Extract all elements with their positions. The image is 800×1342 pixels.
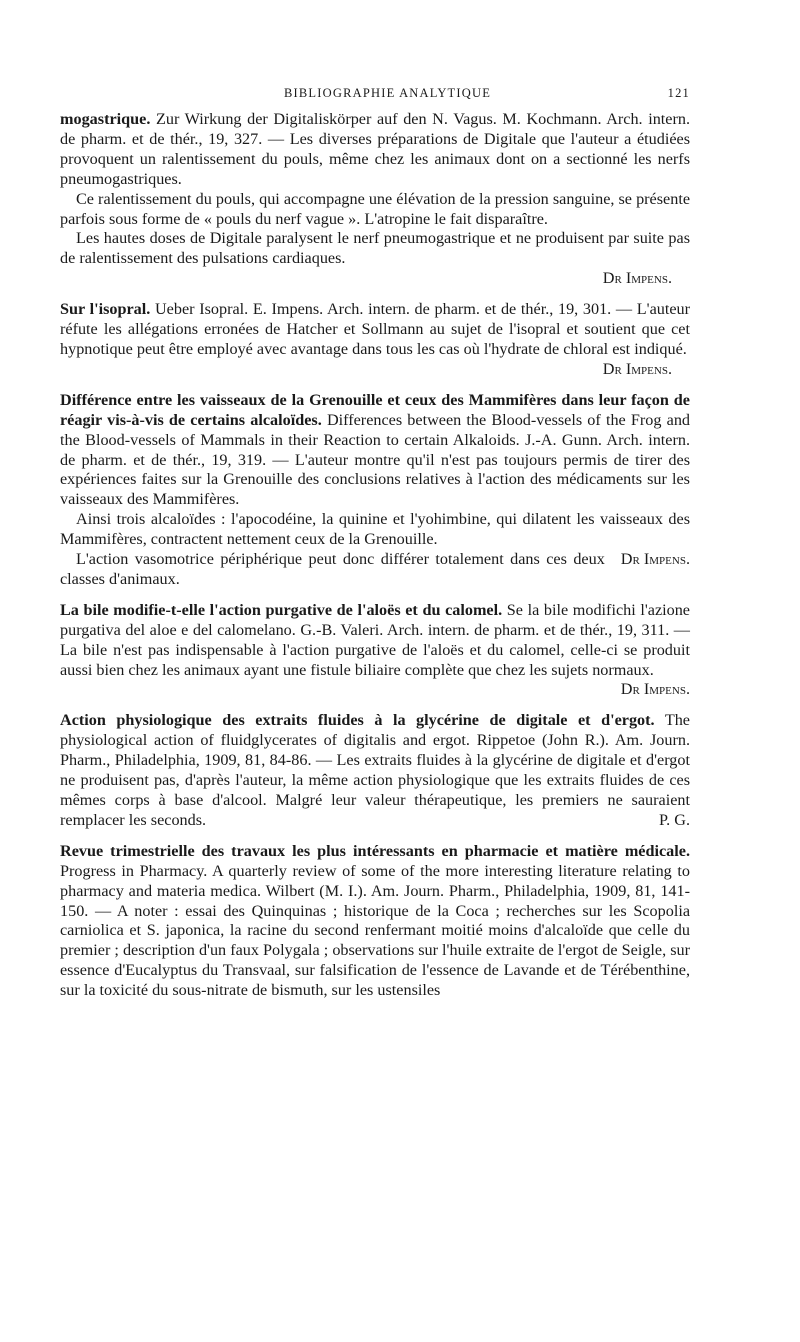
review-entry (60, 300, 690, 380)
review-entry (60, 601, 690, 701)
entry-title: Revue trimestrielle des travaux les plus intéressants en pharmacie et matière médicale. (60, 841, 690, 860)
review-entry (60, 842, 690, 1001)
entry-paragraph: Ce ralentissement du pouls, qui accompagne une élévation de la pression sanguine, se présente parfois sous forme de « pouls du nerf vague ». L'atropine le fait disparaître. (60, 189, 690, 228)
entry-paragraph: Ainsi trois alcaloïdes : l'apocodéine, la quinine et l'yohimbine, qui dilatent les vaisseaux des Mammifères, contractent nettement ceux de la Grenouille. (60, 510, 690, 549)
page-number: 121 (667, 86, 690, 100)
entry-paragraph: Les hautes doses de Digitale paralysent le nerf pneumogastrique et ne produisent par suite pas de ralentissement des pulsations cardiaques. (60, 229, 690, 268)
running-header (60, 86, 690, 110)
entry-title: Différence entre les vaisseaux de la Grenouille et ceux des Mammifères dans leur façon de réagir vis-à-vis de certains alcaloïdes. (60, 390, 690, 429)
entry-title: La bile modifie-t-elle l'action purgative de l'aloës et du calomel. (60, 600, 503, 619)
entry-paragraph: Ueber Isopral. E. Impens. Arch. intern. de pharm. et de thér., 19, 301. — L'auteur réfute les allégations erronées de Hatcher et Sollmann au sujet de l'isopral et soutient que cet hypnotique peut être employé avec avantage dans tous les cas où l'hydrate de chloral est indiqué. (60, 300, 691, 358)
entry-paragraph: Zur Wirkung der Digitaliskörper auf den N. Vagus. M. Kochmann. Arch. intern. de pharm. et de thér., 19, 327. — Les diverses préparations de Digitale que l'auteur a étudiées provoquent un ralentissement du pouls, même chez les animaux dont on a sectionné les nerfs pneumogastriques. (60, 110, 691, 188)
review-entry (60, 391, 690, 590)
review-entry (60, 711, 690, 830)
entry-paragraph: Differences between the Blood-vessels of the Frog and the Blood-vessels of Mammals in their Reaction to certain Alkaloids. J.-A. Gunn. Arch. intern. de pharm. et de thér., 19, 319. — L'auteur montre qu'il n'est pas toujours permis de tirer des expériences faites sur la Grenouille des conclusions relatives à l'action des médicaments sur les vaisseaux des Mammifères. (60, 410, 691, 509)
entry-paragraph: Se la bile modifichi l'azione purgativa del aloe e del calomelano. G.-B. Valeri. Arch. intern. de pharm. et de thér., 19, 311. — La bile n'est pas indispensable à l'action purgative de l'aloës et du calomel, celle-ci se produit aussi bien chez les animaux ayant une fistule biliaire complète que chez les sujets normaux. (60, 600, 690, 679)
entry-paragraph: The physiological action of fluidglycerates of digitalis and ergot. Rippetoe (John R.). Am. Journ. Pharm., Philadelphia, 1909, 81, 84-86. — Les extraits fluides à la glycérine de digitale et d'ergot ne produisent pas, d'après l'auteur, la même action physiologique que les extraits fluides de ces mêmes corps à base d'alcool. Malgré leur valeur thérapeutique, les premiers ne sauraient remplacer les seconds. (60, 711, 690, 829)
entry-signature: Dr Impens. (602, 269, 672, 288)
entry-signature: Dr Impens. (602, 359, 672, 378)
entry-title: mogastrique. (60, 110, 151, 128)
article-body (60, 110, 690, 1001)
entry-title: Sur l'isopral. (60, 300, 151, 319)
review-entry (60, 110, 690, 289)
entry-paragraph: L'action vasomotrice périphérique peut donc différer totalement dans ces deux classes d'animaux. (60, 550, 605, 588)
page (60, 86, 690, 1001)
entry-signature: Dr Impens. (620, 550, 690, 569)
header-title: BIBLIOGRAPHIE ANALYTIQUE (284, 86, 492, 100)
entry-paragraph: Progress in Pharmacy. A quarterly review of some of the more interesting literature relating to pharmacy and materia medica. Wilbert (M. I.). Am. Journ. Pharm., Philadelphia, 1909, 81, 141-150. — A noter : essai des Quinquinas ; historique de la Coca ; recherches sur les Scopolia carniolica et S. japonica, la racine du second renfermant moitié moins d'alcaloïde que celle du premier ; description d'un faux Polygala ; observations sur l'huile extraite de l'ergot de Seigle, sur essence d'Eucalyptus du Transvaal, sur falsification de l'essence de Lavande et de Térébenthine, sur la toxicité du sous-nitrate de bismuth, sur les ustensiles (60, 861, 690, 1000)
entry-signature: Dr Impens. (620, 680, 690, 699)
entry-title: Action physiologique des extraits fluides à la glycérine de digitale et d'ergot. (60, 711, 655, 730)
entry-signature: P. G. (658, 810, 690, 829)
